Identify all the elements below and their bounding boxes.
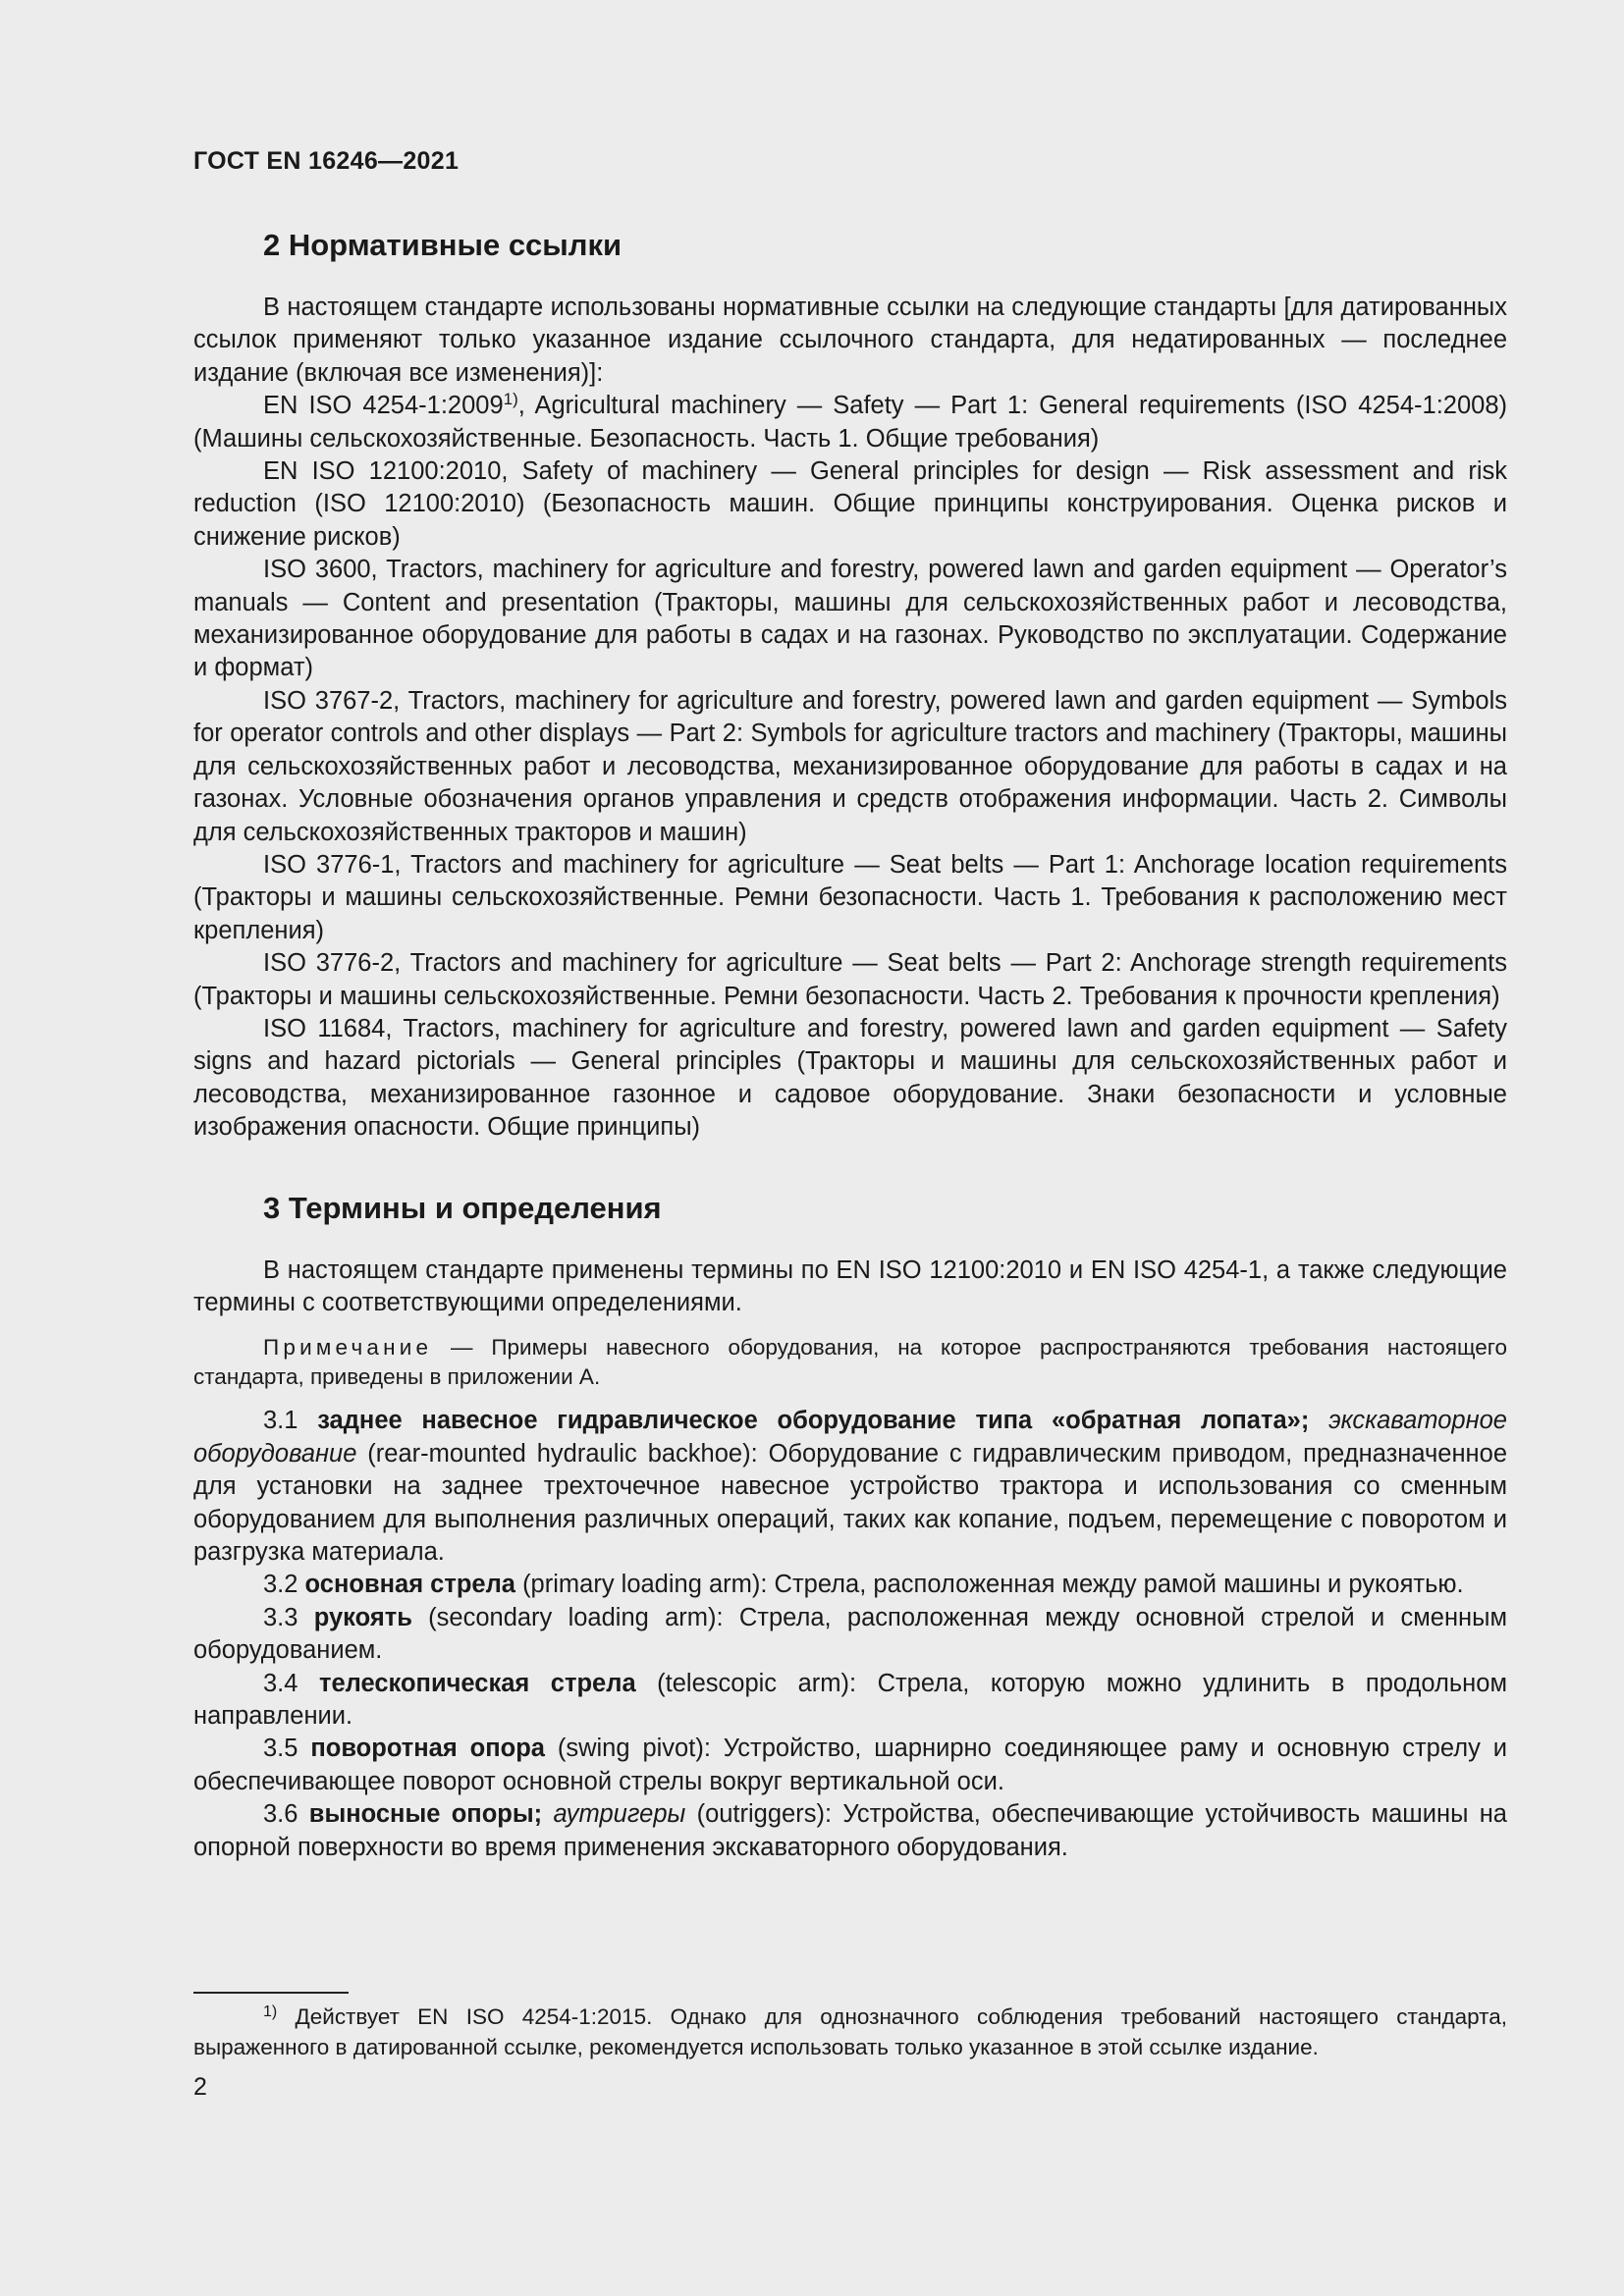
term-name: телескопическая стрела bbox=[318, 1669, 636, 1697]
term-definition: (telescopic arm): Стрела, которую можно удлинить в продольном направлении. bbox=[193, 1669, 1507, 1731]
section-normative-references bbox=[193, 226, 1507, 1145]
reference-item: ISO 3600, Tractors, machinery for agriculture and forestry, powered lawn and garden equipment — Operator’s manuals — Content and presentation (Тракторы, машины для сельскохозяйственных работ и лесоводства, механизированное оборудование для работы в садах и на газонах. Руководство по эксплуатации. Содержание и формат) bbox=[193, 556, 1507, 682]
term-definition: (rear-mounted hydraulic backhoe): Оборудование с гидравлическим приводом, предназначенное для установки на заднее трехточечное навесное устройство трактора и использования со сменным оборудованием для выполнения различных операций, таких как копание, подъем, перемещение с поворотом и разгрузка материала. bbox=[193, 1439, 1507, 1566]
reference-item: ISO 11684, Tractors, machinery for agriculture and forestry, powered lawn and garden equipment — Safety signs and hazard pictorials — General principles (Тракторы и машины для сельскохозяйственных работ и лесоводства, механизированное газонное и садовое оборудование. Знаки безопасности и условные изображения опасности. Общие принципы) bbox=[193, 1014, 1507, 1142]
term-synonym: экскаваторное оборудование bbox=[193, 1407, 1507, 1468]
standard-header: ГОСТ EN 16246—2021 bbox=[193, 147, 460, 175]
term-entry bbox=[193, 1668, 1507, 1734]
footnote-body: Действует EN ISO 4254-1:2015. Однако для однозначного соблюдения требований настоящего стандарта, выраженного в датированной ссылке, рекомендуется использовать только указанное в этой ссылке издание. bbox=[193, 2004, 1507, 2059]
term-entry bbox=[193, 1405, 1507, 1569]
term-definition: (swing pivot): Устройство, шарнирно соединяющее раму и основную стрелу и обеспечивающее поворот основной стрелы вокруг вертикальной оси. bbox=[193, 1735, 1507, 1795]
term-definition: (outriggers): Устройства, обеспечивающие устойчивость машины на опорной поверхности во время применения экскаваторного оборудования. bbox=[193, 1800, 1507, 1861]
reference-item bbox=[193, 390, 1507, 455]
footnote-marker[interactable]: 1) bbox=[503, 390, 518, 409]
reference-item: ISO 3776-1, Tractors and machinery for agriculture — Seat belts — Part 1: Anchorage location requirements (Тракторы и машины сельскохозяйственные. Ремни безопасности. Часть 1. Требования к расположению мест крепления) bbox=[193, 850, 1507, 944]
term-definition: (secondary loading arm): Стрела, расположенная между основной стрелой и сменным оборудованием. bbox=[193, 1603, 1507, 1665]
term-name: выносные опоры; bbox=[308, 1800, 543, 1829]
note-text: — Примеры навесного оборудования, на которое распространяются требования настоящего стандарта, приведены в приложении А. bbox=[193, 1335, 1507, 1390]
terms-list bbox=[193, 1405, 1507, 1864]
term-number: 3.1 bbox=[263, 1407, 318, 1435]
term-number: 3.6 bbox=[263, 1800, 309, 1829]
term-synonym: аутригеры bbox=[542, 1800, 686, 1829]
term-entry bbox=[193, 1602, 1507, 1668]
term-number: 3.3 bbox=[263, 1603, 314, 1631]
term-name: заднее навесное гидравлическое оборудование типа «обратная лопата»; bbox=[317, 1407, 1310, 1435]
term-name: основная стрела bbox=[304, 1571, 515, 1599]
reference-item: ISO 3767-2, Tractors, machinery for agriculture and forestry, powered lawn and garden equipment — Symbols for operator controls and other displays — Part 2: Symbols for agriculture tractors and machinery (Тракторы, машины для сельскохозяйственных работ и лесоводства, механизированное оборудование для работы в садах и на газонах. Условные обозначения органов управления и средств отображения информации. Часть 2. Символы для сельскохозяйственных тракторов и машин) bbox=[193, 686, 1507, 846]
reference-code: EN ISO 4254-1:2009 bbox=[263, 392, 504, 420]
term-name: рукоять bbox=[313, 1603, 412, 1631]
section-2-intro: В настоящем стандарте использованы нормативные ссылки на следующие стандарты [для датированных ссылок применяют только указанное издание ссылочного стандарта, для недатированных — последнее издание (включая все изменения)]: bbox=[193, 294, 1507, 387]
section-2-title: 2 Нормативные ссылки bbox=[263, 228, 623, 262]
footnote bbox=[193, 2002, 1507, 2062]
note bbox=[193, 1333, 1507, 1392]
term-name: поворотная опора bbox=[310, 1735, 545, 1763]
term-number: 3.5 bbox=[263, 1735, 311, 1763]
footnote-marker: 1) bbox=[263, 2003, 278, 2020]
section-3-intro: В настоящем стандарте применены термины по EN ISO 12100:2010 и EN ISO 4254-1, а также следующие термины с соответствующими определениями. bbox=[193, 1255, 1507, 1316]
note-label: Примечание bbox=[263, 1335, 433, 1361]
page-content bbox=[193, 226, 1507, 1864]
term-entry bbox=[193, 1569, 1507, 1601]
term-entry bbox=[193, 1733, 1507, 1798]
reference-item: EN ISO 12100:2010, Safety of machinery — General principles for design — Risk assessment and risk reduction (ISO 12100:2010) (Безопасность машин. Общие принципы конструирования. Оценка рисков и снижение рисков) bbox=[193, 457, 1507, 551]
term-number: 3.2 bbox=[263, 1571, 305, 1599]
footnote-text bbox=[193, 2002, 1507, 2062]
page-number: 2 bbox=[193, 2073, 207, 2101]
reference-item: ISO 3776-2, Tractors and machinery for agriculture — Seat belts — Part 2: Anchorage strength requirements (Тракторы и машины сельскохозяйственные. Ремни безопасности. Часть 2. Требования к прочности крепления) bbox=[193, 949, 1507, 1010]
term-definition: (primary loading arm): Стрела, расположенная между рамой машины и рукоятью. bbox=[514, 1571, 1464, 1599]
section-3-title: 3 Термины и определения bbox=[263, 1190, 662, 1225]
section-terms-definitions bbox=[193, 1189, 1507, 1865]
term-number: 3.4 bbox=[263, 1669, 319, 1697]
reference-text: , Agricultural machinery — Safety — Part 1: General requirements (ISO 4254-1:2008) (Машины сельскохозяйственные. Безопасность. Часть 1. Общие требования) bbox=[193, 392, 1507, 453]
footnote-separator bbox=[193, 1992, 349, 1994]
term-entry bbox=[193, 1798, 1507, 1864]
